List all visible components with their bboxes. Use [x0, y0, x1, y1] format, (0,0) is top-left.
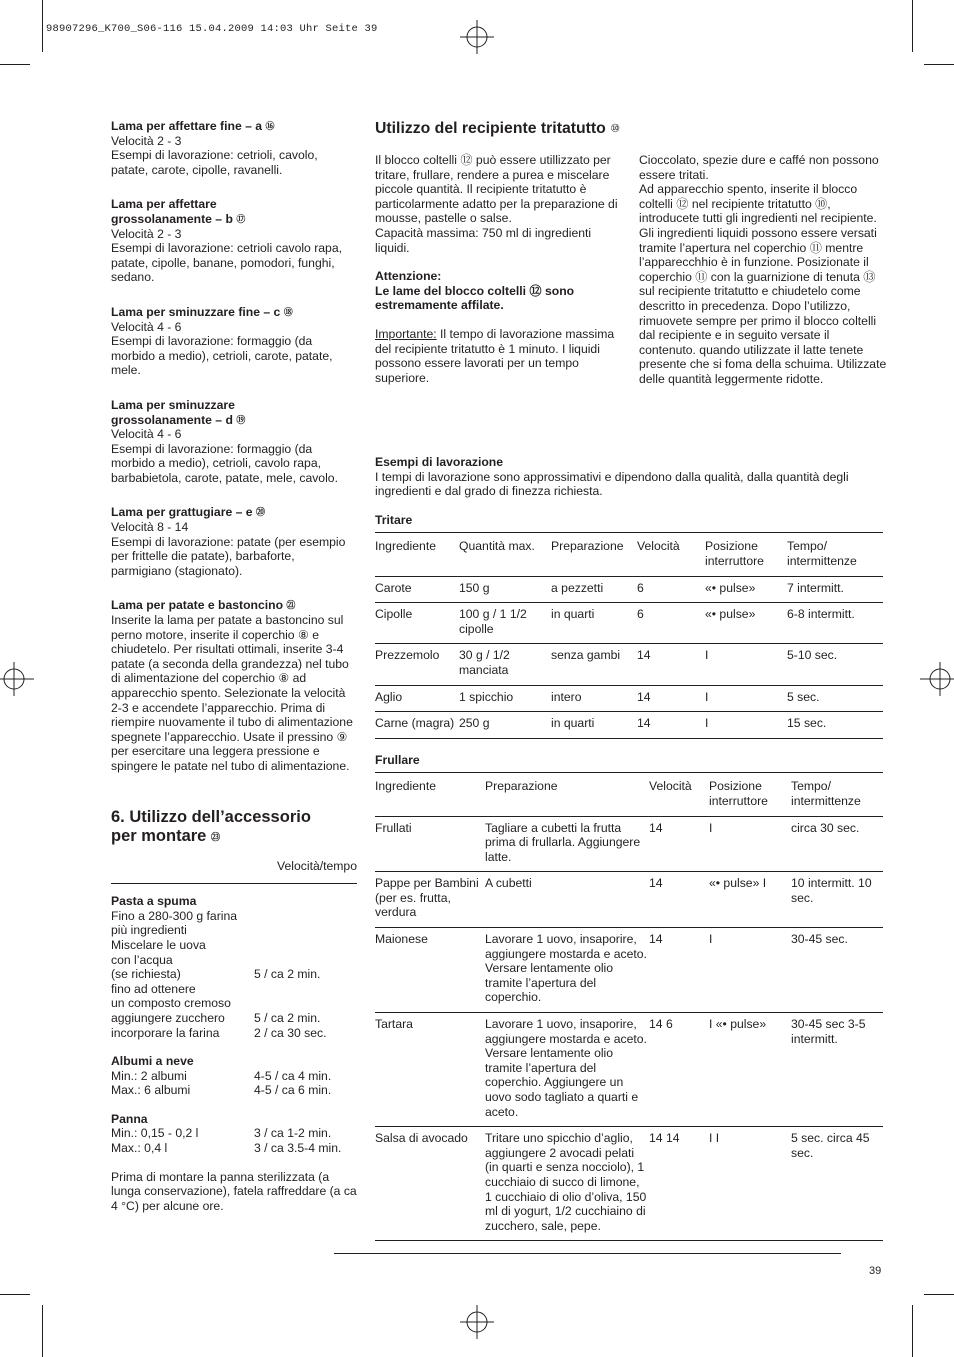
blade-a-speed: Velocità 2 - 3	[111, 133, 182, 148]
whisk-row-label: Max.: 0,4 l	[111, 1141, 168, 1156]
intro-p1: Il blocco coltelli ⑫ può essere utillizzato per tritare, frullare, rendere a purea e miscelare piccole quantità. Il recipiente tritatutto è particolarmente adatto per la preparazione di mousse, pastelle o salse.	[375, 153, 618, 226]
examples-title: Esempi di lavorazione	[375, 455, 504, 469]
table-header-row	[375, 533, 883, 576]
table-cell: 14	[649, 928, 709, 1013]
table-cell: Frullati	[375, 816, 485, 872]
crop-mark	[42, 1305, 43, 1357]
blade-a-section	[111, 119, 357, 177]
table-row	[375, 1127, 883, 1241]
table-header-row	[375, 773, 883, 816]
blade-b-section	[111, 197, 357, 285]
panna-title: Panna	[111, 1111, 148, 1126]
table-cell: Pappe per Bambini (per es. frutta, verdura	[375, 872, 485, 928]
whisk-row	[111, 1011, 357, 1026]
table-row	[375, 816, 883, 872]
registration-mark-icon	[460, 1305, 494, 1339]
table-cell: 1 spicchio	[459, 685, 551, 712]
crop-mark	[42, 0, 43, 52]
panna-rows	[111, 1126, 357, 1155]
table-cell: Cipolle	[375, 603, 459, 644]
table-cell: 5-10 sec.	[787, 644, 883, 685]
intro-right	[639, 153, 887, 387]
table-cell: A cubetti	[485, 872, 649, 928]
table-cell: «• pulse» I	[709, 872, 791, 928]
table-cell: 14	[637, 712, 705, 739]
crop-mark	[912, 0, 913, 52]
whisk-row	[111, 938, 357, 953]
whisk-row-value	[254, 938, 357, 953]
blade-a-text: Esempi di lavorazione: cetrioli, cavolo, patate, carote, cipolle, ravanelli.	[111, 148, 318, 177]
blade-b-text: Esempi di lavorazione: cetrioli cavolo rapa, patate, cipolle, banane, pomodori, funghi, sedano.	[111, 241, 342, 285]
whisk-row-value: 3 / ca 3.5-4 min.	[254, 1141, 342, 1156]
registration-mark-icon	[920, 662, 954, 696]
bottom-rule	[334, 1253, 841, 1254]
whisk-row-label: fino ad ottenere	[111, 981, 196, 996]
blade-e-text: Esempi di lavorazione: patate (per esempio per frittelle die patate), barbaforte, parmigiano (stagionato).	[111, 534, 346, 578]
column-header: Tempo/ intermittenze	[791, 773, 883, 816]
blade-d-title-1: Lama per sminuzzare	[111, 397, 235, 412]
column-header: Ingrediente	[375, 773, 485, 816]
crop-mark	[0, 1294, 30, 1295]
table-cell: «• pulse»	[705, 603, 787, 644]
table-row	[375, 603, 883, 644]
crop-mark	[924, 64, 954, 65]
table-cell: Salsa di avocado	[375, 1127, 485, 1241]
table-cell: Aglio	[375, 685, 459, 712]
whisk-row-value: 2 / ca 30 sec.	[254, 1025, 327, 1040]
important-label: Importante:	[375, 326, 437, 341]
whisk-row-value: 5 / ca 2 min.	[254, 967, 321, 982]
table-cell: Tartara	[375, 1013, 485, 1127]
table-cell: Tritare uno spicchio d’aglio, aggiungere 2 avocadi pelati (in quarti e senza nocciolo), 1 cucchiaio di succo di limone, 1 cucchiaio di olio d’oliva, 150 ml di yogurt, 1/2 cucchiaino di zucchero, sale, pepe.	[485, 1127, 649, 1241]
panna-note: Prima di montare la panna sterilizzata (a lunga conservazione), fatela raffreddare (a ca 4 °C) per alcune ore.	[111, 1169, 357, 1213]
albumi-rows	[111, 1069, 357, 1098]
attention-text: Le lame del blocco coltelli ⑫ sono estremamente affilate.	[375, 283, 575, 313]
ref-number: ⑳	[255, 507, 265, 518]
blade-d-title-2: grossolanamente – d	[111, 412, 233, 427]
table-cell: 15 sec.	[787, 712, 883, 739]
table-cell: Carote	[375, 576, 459, 603]
whisk-row-label: Min.: 2 albumi	[111, 1068, 187, 1083]
table-row	[375, 576, 883, 603]
whisk-row-label: incorporare la farina	[111, 1025, 220, 1040]
blade-b-title-2: grossolanamente – b	[111, 211, 233, 226]
whisk-row-value	[254, 909, 357, 924]
table-cell: 6	[637, 576, 705, 603]
table-cell: 14	[649, 816, 709, 872]
table-cell: 30-45 sec 3-5 intermitt.	[791, 1013, 883, 1127]
whisk-section	[111, 808, 357, 1214]
table-row	[375, 872, 883, 928]
crop-mark	[924, 1294, 954, 1295]
blade-e-speed: Velocità 8 - 14	[111, 520, 189, 535]
tritare-table	[375, 532, 883, 738]
blade-e-section	[111, 505, 357, 578]
print-slug: 98907296_K700_S06-116 15.04.2009 14:03 Uhr Seite 39	[46, 23, 378, 35]
whisk-row-value	[254, 953, 357, 968]
table-cell: Tagliare a cubetti la frutta prima di frullarla. Aggiungere latte.	[485, 816, 649, 872]
table-cell: 14	[649, 872, 709, 928]
table-cell: 30 g / 1/2 manciata	[459, 644, 551, 685]
blade-c-text: Esempi di lavorazione: formaggio (da morbido a medio), cetrioli, carote, patate, mele.	[111, 334, 333, 378]
blade-d-section	[111, 398, 357, 486]
whisk-row-value: 4-5 / ca 6 min.	[254, 1083, 332, 1098]
whisk-row	[111, 982, 357, 997]
table-cell: I	[705, 644, 787, 685]
table-cell: circa 30 sec.	[791, 816, 883, 872]
table-cell: 14 6	[649, 1013, 709, 1127]
page-number: 39	[869, 1265, 882, 1277]
blade-b-speed: Velocità 2 - 3	[111, 226, 182, 241]
column-header: Tempo/ intermittenze	[787, 533, 883, 576]
table-cell: senza gambi	[551, 644, 637, 685]
table-cell: 5 sec.	[787, 685, 883, 712]
table-row	[375, 685, 883, 712]
tritare-title: Tritare	[375, 512, 413, 527]
whisk-row	[111, 967, 357, 982]
table-cell: Lavorare 1 uovo, insaporire, aggiungere mostarda e aceto. Versare lentamente olio tramite l’apertura del coperchio. Aggiungere un uovo sodo tagliato a quarti e aceto.	[485, 1013, 649, 1127]
frullare-table	[375, 772, 883, 1241]
column-header: Preparazione	[551, 533, 637, 576]
table-cell: 6	[637, 603, 705, 644]
whisk-row	[111, 1026, 357, 1041]
examples-text: I tempi di lavorazione sono approssimativi e dipendono dalla qualità, dalla quantità degli ingredienti e dal grado di finezza richiesta.	[375, 469, 849, 499]
ref-number: ⑲	[236, 414, 246, 425]
table-cell: I	[709, 928, 791, 1013]
table-row	[375, 712, 883, 739]
whisk-row-label: (se richiesta)	[111, 967, 181, 982]
pasta-rows	[111, 909, 357, 1040]
crop-mark	[0, 64, 30, 65]
column-header: Quantità max.	[459, 533, 551, 576]
table-cell: I	[705, 685, 787, 712]
table-cell: intero	[551, 685, 637, 712]
ref-number: ⑩	[610, 123, 621, 135]
table-cell: I I	[709, 1127, 791, 1241]
frullare-title: Frullare	[375, 752, 420, 767]
whisk-row	[111, 909, 357, 924]
table-cell: 250 g	[459, 712, 551, 739]
blade-d-text: Esempi di lavorazione: formaggio (da morbido a medio), cetrioli, cavolo rapa, barbabietola, carote, patate, mele, cavolo.	[111, 441, 338, 485]
whisk-title-1: 6. Utilizzo dell’accessorio	[111, 807, 311, 826]
table-cell: Prezzemolo	[375, 644, 459, 685]
column-header: Ingrediente	[375, 533, 459, 576]
right-column	[375, 119, 887, 1241]
whisk-row-label: Miscelare le uova	[111, 937, 206, 952]
whisk-row	[111, 996, 357, 1011]
whisk-title-2: per montare	[111, 826, 207, 845]
important-text: Il tempo di lavorazione massima del recipiente tritatutto è 1 minuto. I liquidi possono essere lavorati per un tempo superiore.	[375, 326, 615, 385]
intro-p4: Ad apparecchio spento, inserite il blocco coltelli ⑫ nel recipiente tritatutto ⑩, introducete tutti gli ingredienti nel recipiente. Gli ingredienti liquidi possono essere versati tramite l’apertura nel coperchio ⑪ mentre l’apparecchhio è in funzione. Posizionate il coperchio ⑪ con la guarnizione di tenuta ⑬ sul recipiente tritatutto e chiudetelo come descritto in precedenza. Dopo l’utilizzo, rimuovete sempre per primo il blocco coltelli dal recipiente e in seguito versate il contenuto. quando utilizzate il latte tenete presente che si foma della schuima. Utilizzate delle quantità leggermente ridotte.	[639, 182, 887, 386]
whisk-row-label: Max.: 6 albumi	[111, 1083, 191, 1098]
crop-mark	[912, 1305, 913, 1357]
whisk-row	[111, 953, 357, 968]
column-header: Posizione interruttore	[709, 773, 791, 816]
registration-mark-icon	[0, 662, 34, 696]
albumi-title: Albumi a neve	[111, 1054, 194, 1069]
whisk-row-label: con l’acqua	[111, 952, 173, 967]
blade-d-speed: Velocità 4 - 6	[111, 427, 182, 442]
table-cell: Maionese	[375, 928, 485, 1013]
table-row	[375, 644, 883, 685]
section-title: Utilizzo del recipiente tritatutto	[375, 120, 606, 137]
intro-left	[375, 153, 620, 385]
table-cell: I	[705, 712, 787, 739]
table-cell: a pezzetti	[551, 576, 637, 603]
column-header: Preparazione	[485, 773, 649, 816]
ref-number: ㉓	[210, 831, 220, 842]
table-cell: «• pulse»	[705, 576, 787, 603]
blade-c-speed: Velocità 4 - 6	[111, 319, 182, 334]
whisk-row-label: Min.: 0,15 - 0,2 l	[111, 1126, 199, 1141]
table-cell: in quarti	[551, 603, 637, 644]
blade-c-section	[111, 305, 357, 378]
whisk-row-value	[254, 996, 357, 1011]
whisk-row-label: Fino a 280-300 g farina	[111, 908, 238, 923]
intro-p2: Capacità massima: 750 ml di ingredienti liquidi.	[375, 225, 592, 255]
table-cell: 30-45 sec.	[791, 928, 883, 1013]
whisk-row-label: un composto cremoso	[111, 996, 231, 1011]
potato-blade-title: Lama per patate e bastoncino	[111, 598, 284, 613]
whisk-row-label: aggiungere zucchero	[111, 1010, 225, 1025]
blade-a-title: Lama per affettare fine – a	[111, 119, 263, 133]
table-cell: I	[709, 816, 791, 872]
table-cell: 100 g / 1 1/2 cipolle	[459, 603, 551, 644]
table-cell: 6-8 intermitt.	[787, 603, 883, 644]
table-cell: in quarti	[551, 712, 637, 739]
intro-columns	[375, 153, 887, 455]
table-cell: 14	[637, 685, 705, 712]
table-cell: 10 intermitt. 10 sec.	[791, 872, 883, 928]
table-cell: 7 intermitt.	[787, 576, 883, 603]
whisk-row-value: 5 / ca 2 min.	[254, 1010, 321, 1025]
ref-number: ㉑	[286, 600, 296, 611]
whisk-row-label: più ingredienti	[111, 923, 187, 938]
table-cell: 14	[637, 644, 705, 685]
potato-blade-text: Inserite la lama per patate a bastoncino sul perno motore, inserite il coperchio ⑧ e chiudetelo. Per risultati ottimali, inserite 3-4 patate (a seconda della grandezza) nel tubo di alimentazione del coperchio ⑧ ad apparecchio spento. Selezionate la velocità 2-3 e accendete l’apparecchio. Prima di riempire nuovamente il tubo di alimentazione spegnete l’apparecchio. Usate il pressino ⑨ per esercitare una leggera pressione e spingere le patate nel tubo di alimentazione.	[111, 613, 353, 773]
table-cell: 150 g	[459, 576, 551, 603]
ref-number: ⑰	[236, 213, 246, 224]
whisk-row	[111, 1083, 357, 1098]
table-cell: I «• pulse»	[709, 1013, 791, 1127]
table-row	[375, 928, 883, 1013]
left-column	[111, 119, 357, 1213]
whisk-row	[111, 923, 357, 938]
whisk-row-value: 3 / ca 1-2 min.	[254, 1126, 332, 1141]
column-header: Posizione interruttore	[705, 533, 787, 576]
whisk-row-value	[254, 923, 357, 938]
ref-number: ⑯	[265, 121, 275, 131]
pasta-title: Pasta a spuma	[111, 894, 197, 909]
column-header: Velocità	[637, 533, 705, 576]
table-cell: 14 14	[649, 1127, 709, 1241]
whisk-row	[111, 1126, 357, 1141]
table-cell: Carne (magra)	[375, 712, 459, 739]
ref-number: ⑱	[283, 306, 293, 317]
blade-c-title: Lama per sminuzzare fine – c	[111, 304, 281, 319]
potato-blade-section	[111, 598, 357, 773]
whisk-row	[111, 1141, 357, 1156]
whisk-row-value: 4-5 / ca 4 min.	[254, 1068, 332, 1083]
table-cell: 5 sec. circa 45 sec.	[791, 1127, 883, 1241]
table-cell: Lavorare 1 uovo, insaporire, aggiungere mostarda e aceto. Versare lentamente olio tramite l’apertura del coperchio.	[485, 928, 649, 1013]
intro-p3: Cioccolato, spezie dure e caffé non possono essere tritati.	[639, 153, 879, 182]
table-row	[375, 1013, 883, 1127]
registration-mark-icon	[460, 20, 494, 54]
column-header: Velocità	[649, 773, 709, 816]
blade-e-title: Lama per grattugiare – e	[111, 505, 253, 520]
speed-time-header: Velocità/tempo	[111, 859, 357, 885]
whisk-row	[111, 1069, 357, 1084]
attention-title: Attenzione:	[375, 269, 442, 284]
blade-b-title-1: Lama per affettare	[111, 197, 217, 212]
whisk-row-value	[254, 982, 357, 997]
